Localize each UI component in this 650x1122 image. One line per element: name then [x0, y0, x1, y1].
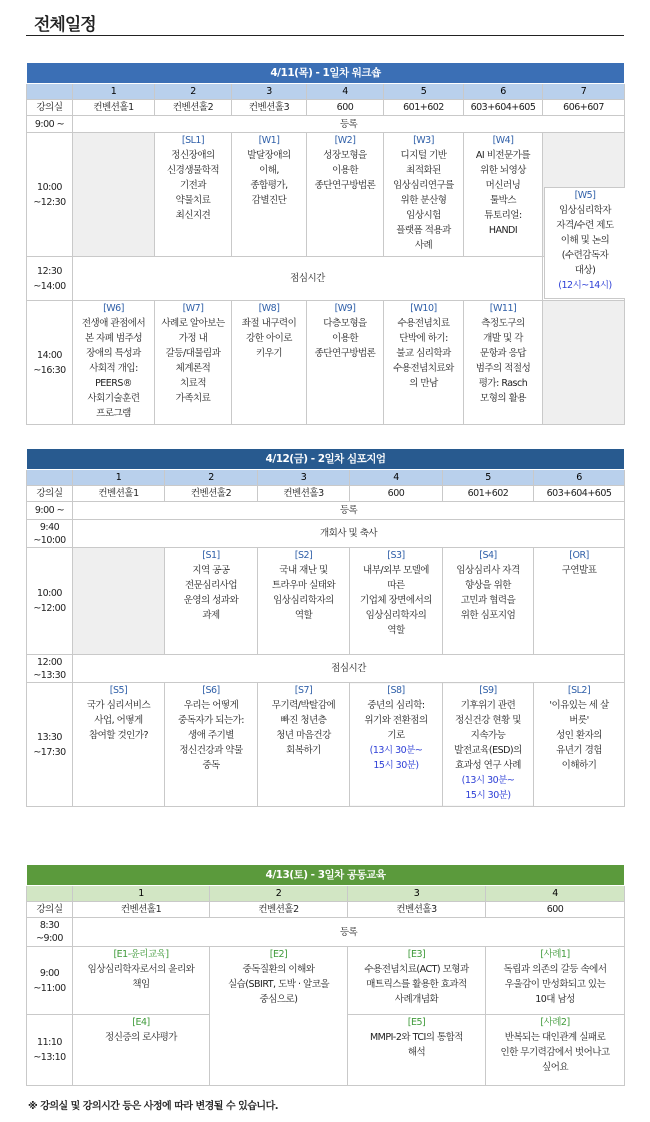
session-cell [307, 301, 384, 425]
day3-caption: 4/13(토) - 3일차 공동교육 [27, 865, 625, 886]
session-code: [W7] [182, 303, 204, 314]
empty-cell [73, 548, 165, 655]
session-code: [S1] [202, 550, 220, 561]
session-cell [464, 301, 543, 425]
session-code: [W3] [413, 135, 434, 146]
room-label: 강의실 [27, 100, 73, 116]
col-number: 7 [543, 84, 625, 100]
session-title: 임상심리학자 자격/수련 제도 이해 및 논의 (수련감독자 대상) [556, 205, 614, 276]
lunch-cell: 점심시간 [73, 257, 543, 301]
day2-number-row [27, 470, 625, 486]
session-code: [W5] [574, 190, 596, 201]
session-code: [W9] [334, 303, 356, 314]
room-name: 603+604+605 [534, 486, 625, 502]
session-code: [S8] [387, 685, 405, 696]
time-slot: 8:30 ~9:00 [27, 918, 73, 947]
lunch-cell: 점심시간 [73, 655, 625, 683]
time-slot: 10:00 ~12:30 [27, 133, 73, 257]
room-name: 컨벤션홀3 [232, 100, 307, 116]
col-number: 1 [73, 470, 165, 486]
session-title: 발달장애의 이해, 종합평가, 감별진단 [247, 150, 291, 206]
day1-schedule-table [26, 62, 625, 425]
col-number: 4 [486, 886, 625, 902]
session-cell [348, 947, 486, 1015]
session-code: [S2] [294, 550, 313, 561]
room-name: 컨벤션홀3 [258, 486, 350, 502]
session-title: 사례로 알아보는 가정 내 갈등/대물림과 체계론적 치료적 가족치료 [161, 318, 225, 404]
session-title: 정신증의 로샤평가 [105, 1032, 177, 1043]
session-cell [384, 133, 464, 257]
col-number: 3 [348, 886, 486, 902]
session-cell [73, 1015, 210, 1086]
session-title: 측정도구의 개발 및 각 문항과 응답 범주의 적절성 평가: Rasch 모형의 활용 [475, 318, 531, 404]
day1-room-row [27, 100, 625, 116]
room-name: 601+602 [443, 486, 534, 502]
registration-cell: 등록 [73, 502, 625, 520]
col-number: 2 [165, 470, 258, 486]
session-cell [443, 548, 534, 655]
session-title: 구연발표 [561, 565, 597, 576]
session-code: [SL1] [181, 135, 205, 146]
col-number: 1 [73, 886, 210, 902]
room-name: 600 [486, 902, 625, 918]
registration-cell: 등록 [73, 918, 625, 947]
session-title: 중년의 심리학: 위기와 전환점의 기로 [364, 700, 428, 741]
session-cell [350, 548, 443, 655]
session-title: 국내 재난 및 트라우마 실태와 임상심리학자의 역할 [271, 565, 336, 621]
session-code: [W4] [492, 135, 514, 146]
session-title: 전생애 관점에서 본 자폐 범주성 장애의 특성과 사회적 개입: PEERS® 사회기술훈련 프로그램 [81, 318, 146, 419]
session-cell [232, 133, 307, 257]
day1-number-row [27, 84, 625, 100]
session-code: [S3] [387, 550, 405, 561]
session-code: [E2] [269, 949, 288, 960]
session-cell [384, 301, 464, 425]
session-title: 디지털 기반 최적화된 임상심리연구를 위한 분산형 임상시험 플랫폼 적용과 사례 [393, 150, 454, 251]
page-title: 전체일정 [34, 15, 96, 35]
session-cell [73, 301, 155, 425]
col-number: 5 [384, 84, 464, 100]
session-title: 지역 공공 전문심리사업 운영의 성과와 과제 [183, 565, 239, 621]
session-code: [E3] [407, 949, 426, 960]
col-number: 6 [534, 470, 625, 486]
room-name: 컨벤션홀1 [73, 902, 210, 918]
col-number: 3 [258, 470, 350, 486]
session-cell [165, 683, 258, 807]
time-slot: 12:30 ~14:00 [27, 257, 73, 301]
session-cell [534, 683, 625, 807]
session-cell [464, 133, 543, 257]
room-name: 컨벤션홀3 [348, 902, 486, 918]
session-title: 국가 심리서비스 사업, 어떻게 참여할 것인가? [86, 700, 151, 741]
session-title: 수용전념치료 단박에 하기: 불교 심리학과 수용전념치료와 의 만남 [393, 318, 454, 389]
session-cell [486, 947, 625, 1015]
session-title: '이유있는 세 살 버릇' 성인 환자의 유년기 경험 이해하기 [549, 700, 609, 771]
session-code: [E1-윤리교육] [113, 949, 169, 960]
session-title: 무기력/박탈감에 빠진 청년층 청년 마음건강 회복하기 [271, 700, 336, 756]
session-code: [사례1] [540, 949, 570, 960]
session-cell [348, 1015, 486, 1086]
session-code: [사례2] [540, 1017, 570, 1028]
session-code: [E5] [407, 1017, 426, 1028]
session-title: 기후위기 관련 정신건강 현황 및 지속가능 발전교육(ESD)의 효과성 연구 사례 [454, 700, 522, 771]
session-code: [S7] [294, 685, 313, 696]
session-title: 정신장애의 신경생물학적 기전과 약물치료 최신지견 [166, 150, 220, 221]
session-code: [S6] [202, 685, 220, 696]
session-code: [S9] [479, 685, 497, 696]
opening-cell: 개회사 및 축사 [73, 520, 625, 548]
col-number: 6 [464, 84, 543, 100]
session-time-note: (12시~14시) [558, 280, 612, 291]
session-cell [155, 301, 232, 425]
col-number: 4 [350, 470, 443, 486]
session-cell-w5-box [544, 187, 625, 299]
room-label: 강의실 [27, 902, 73, 918]
session-code: [S4] [479, 550, 497, 561]
session-cell [534, 548, 625, 655]
session-title: AI 비전문가를 위한 뇌영상 머신러닝 툴박스 튜토리얼: HANDI [475, 150, 531, 236]
title-divider [26, 35, 624, 36]
day2-room-row [27, 486, 625, 502]
session-code: [E4] [132, 1017, 150, 1028]
session-code: [S5] [109, 685, 128, 696]
empty-cell [543, 301, 625, 425]
session-title: 내부/외부 모델에 따른 기업체 장면에서의 임상심리학자의 역할 [360, 565, 432, 636]
session-code: [W6] [103, 303, 124, 314]
session-title: 다층모형을 이용한 종단연구방법론 [314, 318, 376, 359]
day2-caption: 4/12(금) - 2일차 심포지엄 [27, 449, 625, 470]
room-name: 컨벤션홀2 [165, 486, 258, 502]
session-code: [OR] [569, 550, 589, 561]
empty-cell [73, 133, 155, 257]
session-title: 반복되는 대인관계 실패로 인한 무기력감에서 벗어나고 싶어요 [500, 1032, 610, 1073]
room-name: 600 [350, 486, 443, 502]
session-cell [258, 683, 350, 807]
session-cell [73, 947, 210, 1015]
time-slot: 10:00 ~12:00 [27, 548, 73, 655]
room-name: 601+602 [384, 100, 464, 116]
day2-schedule-table [26, 448, 625, 807]
room-name: 컨벤션홀1 [73, 486, 165, 502]
session-cell [210, 947, 348, 1086]
room-name: 컨벤션홀2 [155, 100, 232, 116]
room-label: 강의실 [27, 486, 73, 502]
session-title: 임상심리학자로서의 윤리와 책임 [87, 964, 195, 990]
session-cell [73, 683, 165, 807]
room-name: 컨벤션홀1 [73, 100, 155, 116]
footnote: ※ 강의실 및 강의시간 등은 사정에 따라 변경될 수 있습니다. [28, 1101, 279, 1112]
registration-cell: 등록 [73, 116, 625, 133]
time-slot: 9:40 ~10:00 [27, 520, 73, 548]
time-slot: 14:00 ~16:30 [27, 301, 73, 425]
day1-caption: 4/11(목) - 1일차 워크숍 [27, 63, 625, 84]
room-name: 603+604+605 [464, 100, 543, 116]
session-code: [W10] [410, 303, 437, 314]
col-number: 2 [155, 84, 232, 100]
col-number: 3 [232, 84, 307, 100]
time-slot: 9:00 ~ [27, 502, 73, 520]
time-slot: 11:10 ~13:10 [27, 1015, 73, 1086]
session-title: 임상심리사 자격 향상을 위한 고민과 협력을 위한 심포지엄 [456, 565, 520, 621]
col-number: 2 [210, 886, 348, 902]
room-name: 606+607 [543, 100, 625, 116]
session-code: [W2] [334, 135, 356, 146]
session-title: MMPI-2와 TCI의 통합적 해석 [369, 1032, 463, 1058]
session-title: 성장모형을 이용한 종단연구방법론 [314, 150, 376, 191]
session-cell [307, 133, 384, 257]
session-title: 중독질환의 이해와 실습(SBIRT, 도박 · 알코올 중심으로) [227, 964, 330, 1005]
day3-room-row [27, 902, 625, 918]
col-number: 1 [73, 84, 155, 100]
session-cell [155, 133, 232, 257]
time-slot: 9:00 ~ [27, 116, 73, 133]
session-title: 우리는 어떻게 중독자가 되는가: 생애 주기별 정신건강과 약물 중독 [178, 700, 244, 771]
time-slot: 12:00 ~13:30 [27, 655, 73, 683]
session-cell [486, 1015, 625, 1086]
session-code: [SL2] [567, 685, 591, 696]
day3-number-row [27, 886, 625, 902]
room-name: 600 [307, 100, 384, 116]
session-code: [W11] [489, 303, 517, 314]
time-slot: 9:00 ~11:00 [27, 947, 73, 1015]
session-time-note: (13시 30분~ 15시 30분) [461, 775, 515, 801]
session-title: 수용전념치료(ACT) 모형과 매트릭스를 활용한 효과적 사례개념화 [364, 964, 469, 1005]
col-number: 4 [307, 84, 384, 100]
session-title: 독립과 의존의 갈등 속에서 우울감이 만성화되고 있는 10대 남성 [503, 964, 607, 1005]
time-slot: 13:30 ~17:30 [27, 683, 73, 807]
session-code: [W1] [258, 135, 280, 146]
session-title: 좌절 내구력이 강한 아이로 키우기 [241, 318, 297, 359]
room-name: 컨벤션홀2 [210, 902, 348, 918]
session-cell [165, 548, 258, 655]
session-time-note: (13시 30분~ 15시 30분) [369, 745, 423, 771]
session-cell [443, 683, 534, 807]
col-number: 5 [443, 470, 534, 486]
session-cell [350, 683, 443, 807]
session-cell [258, 548, 350, 655]
day3-schedule-table [26, 864, 625, 1086]
session-code: [W8] [258, 303, 280, 314]
session-cell [232, 301, 307, 425]
